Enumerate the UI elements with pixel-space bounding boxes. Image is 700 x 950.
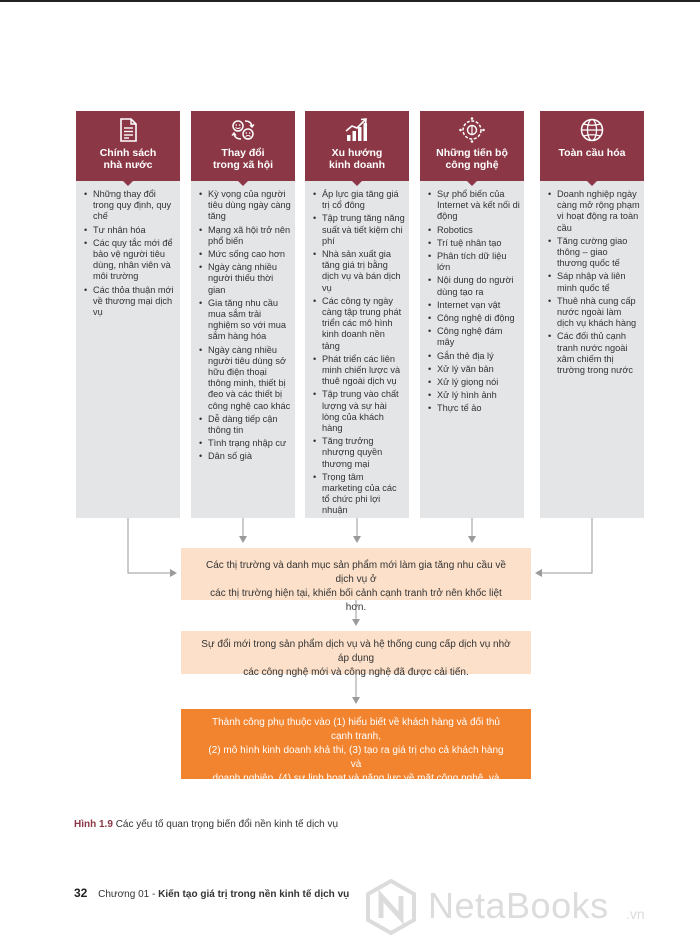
list-item: • Tình trạng nhập cư (199, 438, 291, 449)
list-item: • Tăng cường giao thông – giao thương quốc tế (548, 236, 640, 270)
page-footer (74, 886, 349, 900)
list-item: • Gia tăng nhu cầu mua sắm trải nghiệm so với mua sắm hàng hóa (199, 298, 291, 343)
list-item: • Trí tuệ nhân tạo (428, 238, 520, 249)
list-item: • Doanh nghiệp ngày càng mở rộng phạm vi hoạt động ra toàn cầu (548, 189, 640, 234)
list-item: • Sự phổ biến của Internet và kết nối di động (428, 189, 520, 223)
list-item: • Robotics (428, 225, 520, 236)
list-item: • Mạng xã hội trở nên phổ biến (199, 225, 291, 247)
list-item: • Tư nhân hóa (84, 225, 176, 236)
column-title-line: kinh doanh (329, 159, 385, 171)
list-item: • Các công ty ngày càng tập trung phát triển các mô hình kinh doanh nền tảng (313, 296, 405, 352)
list-item: • Áp lực gia tăng giá trị cổ đông (313, 189, 405, 211)
list-item: • Internet vạn vật (428, 300, 520, 311)
watermark-brand: NetaBooks (428, 885, 609, 926)
list-item: • Thuê nhà cung cấp nước ngoài làm dịch vụ khách hàng (548, 296, 640, 330)
column-title-line: nhà nước (103, 159, 153, 171)
figure-caption (74, 819, 338, 830)
outcome-box-success (181, 709, 531, 798)
column-title-line: trong xã hội (212, 159, 274, 171)
list-item: • Tập trung vào chất lượng và sự hài lòng của khách hàng (313, 389, 405, 434)
list-item: • Sáp nhập và liên minh quốc tế (548, 271, 640, 293)
outcome-box-innovation (181, 631, 531, 678)
watermark-suffix: .vn (626, 906, 645, 922)
page-number: 32 (74, 886, 88, 900)
figure-caption-text: Các yếu tố quan trọng biến đổi nền kinh tế dịch vụ (115, 819, 339, 830)
list-item: • Phân tích dữ liệu lớn (428, 251, 520, 273)
list-item: • Nhà sản xuất gia tăng giá trị bằng dịch vụ và bán dịch vụ (313, 249, 405, 294)
box-text-line: (5) tăng cường tập trung vào marketing và quản lý dịch vụ. (225, 787, 487, 798)
list-item: • Các quy tắc mới để bảo vệ người tiêu dùng, nhân viên và môi trường (84, 238, 176, 283)
column-title-line: Thay đổi (221, 147, 265, 159)
list-item: • Gắn thẻ địa lý (428, 351, 520, 362)
column-title-line: Toàn cầu hóa (558, 147, 626, 159)
list-item: • Tập trung tăng năng suất và tiết kiệm chi phí (313, 213, 405, 247)
list-item: • Dân số già (199, 451, 291, 462)
list-item: • Những thay đổi trong quy định, quy chế (84, 189, 176, 223)
watermark (362, 878, 692, 936)
outcome-box-competition (181, 548, 531, 613)
box-text-line: các công nghệ mới và công nghệ đã được cải tiến. (243, 667, 469, 678)
list-item: • Trọng tâm marketing của các tổ chức phi lợi nhuận (313, 472, 405, 517)
box-text-line: các thị trường hiện tại, khiến bối cảnh cạnh tranh trở nên khốc liệt hơn. (210, 588, 502, 613)
list-item: • Xử lý giọng nói (428, 377, 520, 388)
chapter-separator: - (151, 889, 156, 900)
list-item: • Ngày càng nhiều người thiếu thời gian (199, 262, 291, 296)
column-title-line: Những tiến bộ (436, 147, 508, 159)
list-item: • Ngày càng nhiều người tiêu dùng sở hữu điện thoại thông minh, thiết bị đeo và các thiết bị công nghệ cao khác (199, 345, 291, 412)
list-item: • Dễ dàng tiếp cận thông tin (199, 414, 291, 436)
list-item: • Phát triển các liên minh chiến lược và thuê ngoài dịch vụ (313, 354, 405, 388)
list-item: • Nội dung do người dùng tạo ra (428, 275, 520, 297)
list-item: • Xử lý hình ảnh (428, 390, 520, 401)
chapter-title: Kiến tạo giá trị trong nền kinh tế dịch vụ (158, 889, 350, 900)
box-text-line: Sự đổi mới trong sản phẩm dịch vụ và hệ thống cung cấp dịch vụ nhờ áp dụng (201, 639, 511, 664)
list-item: • Tăng trưởng nhượng quyền thương mại (313, 436, 405, 470)
column-title-line: công nghệ (445, 159, 499, 171)
chapter-number: Chương 01 (98, 889, 150, 900)
list-item: • Các thỏa thuận mới về thương mại dịch vụ (84, 285, 176, 319)
column-title-line: Xu hướng (331, 147, 383, 159)
list-item: • Thực tế ảo (428, 403, 520, 414)
box-text-line: Thành công phụ thuộc vào (1) hiểu biết về khách hàng và đối thủ cạnh tranh, (212, 717, 500, 742)
box-text-line: doanh nghiệp, (4) sự linh hoạt và năng lực về mặt công nghệ, và (212, 773, 500, 784)
netabooks-logo-icon (362, 878, 420, 936)
list-item: • Công nghệ di động (428, 313, 520, 324)
list-item: • Mức sống cao hơn (199, 249, 291, 260)
connector-policy (128, 518, 176, 573)
list-item: • Công nghệ đám mây (428, 326, 520, 348)
box-text-line: Các thị trường và danh mục sản phẩm mới làm gia tăng nhu cầu về dịch vụ ở (206, 560, 506, 585)
list-item: • Xử lý văn bản (428, 364, 520, 375)
box-text-line: (2) mô hình kinh doanh khả thi, (3) tạo ra giá trị cho cả khách hàng và (208, 745, 504, 770)
list-item: • Kỳ vọng của người tiêu dùng ngày càng tăng (199, 189, 291, 223)
list-item: • Các đối thủ cạnh tranh nước ngoài xâm chiếm thị trường trong nước (548, 331, 640, 376)
figure-label: Hình 1.9 (74, 819, 113, 830)
column-title-line: Chính sách (99, 147, 157, 159)
connector-globalization (536, 518, 592, 573)
